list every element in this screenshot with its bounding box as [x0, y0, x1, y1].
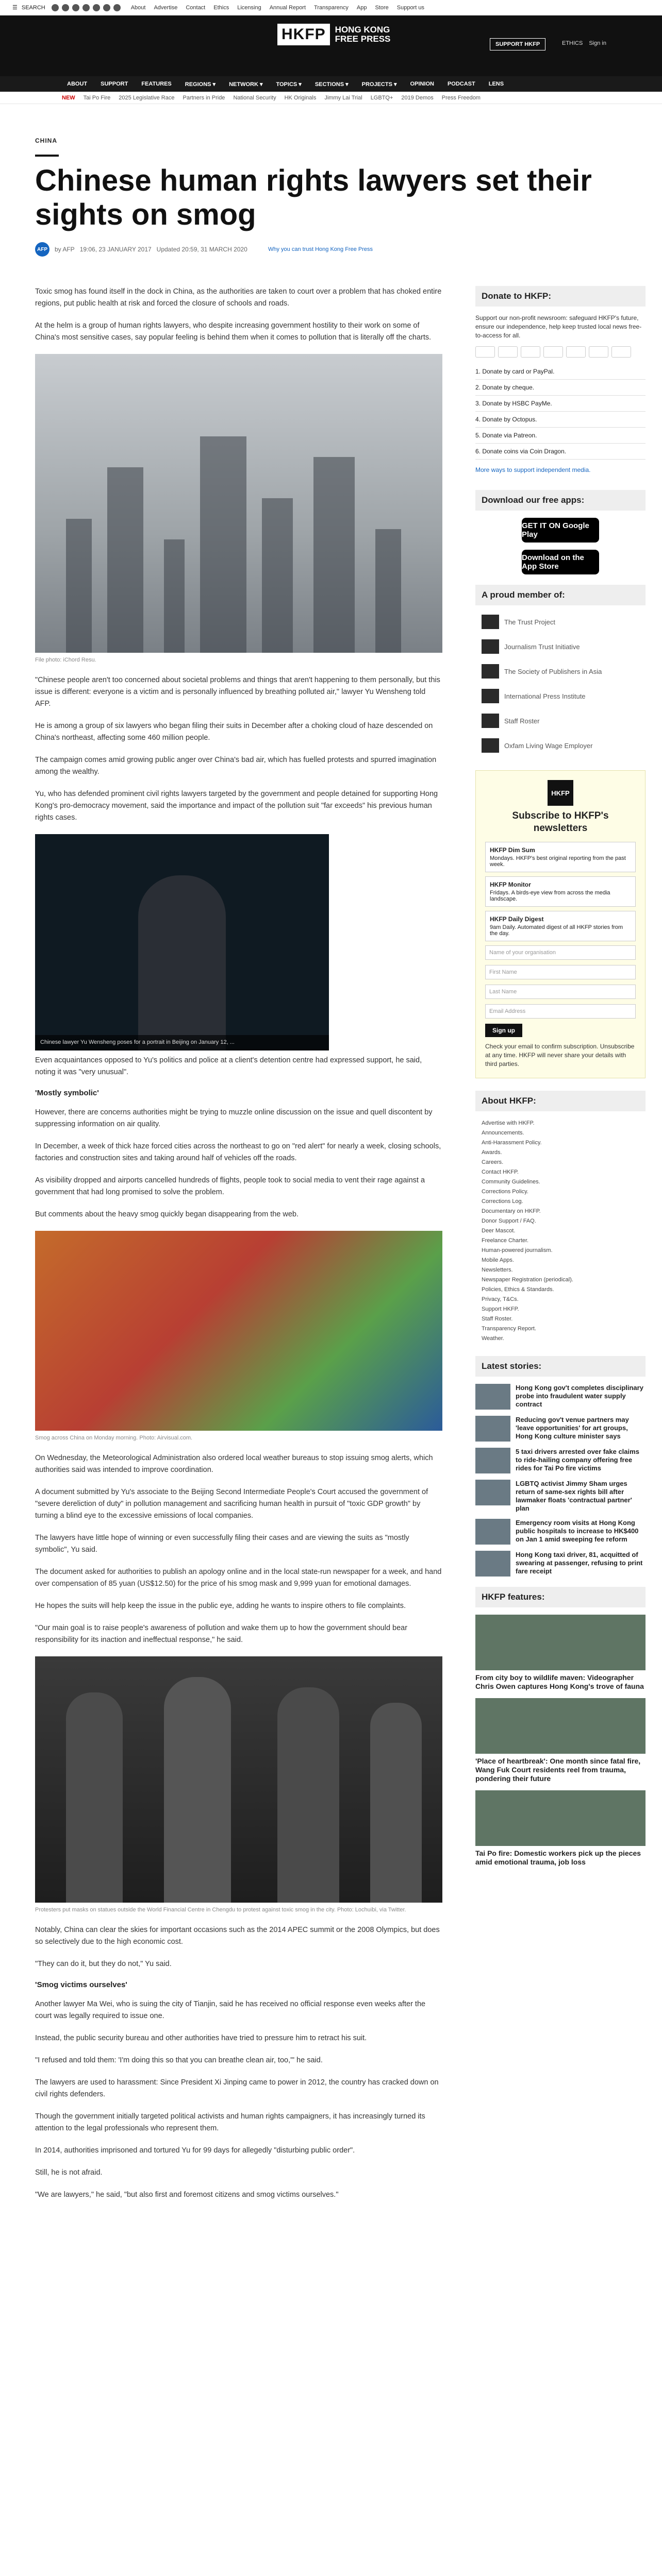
paragraph: However, there are concerns authorities might be trying to muzzle online discussion on the issue and quell discontent by suppressing information on air quality. — [35, 1108, 433, 1128]
updated-date: Updated 20:59, 31 MARCH 2020 — [156, 246, 247, 253]
visa-icon — [498, 346, 518, 358]
member-logo-icon — [482, 738, 499, 753]
mastercard-icon — [475, 346, 495, 358]
subnav-item[interactable]: National Security — [233, 94, 276, 101]
site-logo[interactable] — [277, 24, 390, 45]
feature-image — [475, 1698, 646, 1754]
feature-story[interactable] — [475, 1615, 646, 1691]
about-link[interactable]: Privacy, T&Cs. — [482, 1296, 519, 1302]
article-category[interactable]: CHINA — [35, 137, 57, 144]
story-thumbnail — [475, 1480, 510, 1505]
top-link-advertise[interactable]: Advertise — [154, 4, 178, 11]
logo-line2: FREE PRESS — [335, 34, 391, 44]
newsletter-logo: HKFP — [548, 780, 573, 806]
paragraph: In December, a week of thick haze forced cities across the northeast to go on "red alert" for nearly a week, closing schools, factories and construction sites and taking around half of vehicles off the roads. — [35, 1142, 441, 1162]
feature-image — [475, 1615, 646, 1670]
top-link-licensing[interactable]: Licensing — [237, 4, 261, 11]
menu-icon[interactable]: ☰ — [12, 5, 18, 11]
latest-story[interactable] — [475, 1551, 646, 1577]
about-list — [475, 1118, 646, 1344]
donate-title: Donate to HKFP: — [475, 286, 646, 307]
top-link-support[interactable]: Support us — [396, 4, 424, 11]
trust-link[interactable]: Why you can trust Hong Kong Free Press — [268, 246, 373, 252]
amex-icon — [521, 346, 540, 358]
photo-overlay-caption: Chinese lawyer Yu Wensheng poses for a portrait in Beijing on January 12, ... — [35, 1035, 329, 1050]
patreon-icon — [611, 346, 631, 358]
paragraph: At the helm is a group of human rights lawyers, who despite increasing government hostility to their work on some of China's most sensitive cases, say popular feeling is behind them when it comes to pollution that is literally off the charts. — [35, 321, 432, 342]
member-logo-icon — [482, 664, 499, 679]
subnav-item[interactable]: HK Originals — [284, 94, 317, 101]
google-play-button[interactable]: GET IT ON Google Play — [522, 518, 599, 543]
top-link-store[interactable]: Store — [375, 4, 389, 11]
latest-story[interactable] — [475, 1448, 646, 1473]
paragraph: On Wednesday, the Meteorological Administration also ordered local weather bureaus to stop issuing smog alerts, which authorities said was intended to improve coordination. — [35, 1454, 433, 1474]
donate-item[interactable]: 3. Donate by HSBC PayMe. — [475, 400, 552, 407]
member-logo-icon — [482, 689, 499, 703]
ethics-link[interactable]: ETHICS — [562, 40, 583, 46]
subnav-item[interactable]: Tai Po Fire — [83, 94, 111, 101]
nav-opinion[interactable]: OPINION — [410, 81, 434, 87]
member-logo[interactable] — [482, 687, 646, 705]
option-name: HKFP Dim Sum — [490, 846, 535, 854]
organisation-field[interactable]: Name of your organisation — [485, 945, 636, 960]
threads-icon[interactable] — [82, 4, 90, 11]
story-thumbnail — [475, 1448, 510, 1473]
latest-title: Latest stories: — [475, 1356, 646, 1377]
member-logo-icon — [482, 714, 499, 728]
story-thumbnail — [475, 1519, 510, 1545]
first-name-field[interactable]: First Name — [485, 965, 636, 979]
top-links — [131, 5, 424, 11]
story-thumbnail — [475, 1416, 510, 1442]
member-name: Oxfam Living Wage Employer — [504, 741, 593, 750]
signin-link[interactable]: Sign in — [589, 40, 606, 46]
app-store-button[interactable]: Download on the App Store — [522, 550, 599, 574]
newsletter-note: Check your email to confirm subscription. Unsubscribe at any time. HKFP will never share your details with third parties. — [485, 1043, 635, 1067]
new-badge: NEW — [62, 94, 75, 101]
article-body — [35, 286, 442, 2211]
latest-story[interactable] — [475, 1416, 646, 1442]
top-link-transparency[interactable]: Transparency — [314, 4, 349, 11]
latest-story[interactable] — [475, 1384, 646, 1410]
article-title: Chinese human rights lawyers set their sights on smog — [35, 164, 592, 231]
nav-support[interactable]: SUPPORT — [101, 81, 128, 87]
instagram-icon[interactable] — [72, 4, 79, 11]
donate-item[interactable]: 6. Donate coins via Coin Dragon. — [475, 448, 567, 455]
nav-topics[interactable]: TOPICS ▾ — [276, 81, 302, 88]
subheading: 'Mostly symbolic' — [35, 1089, 99, 1097]
feature-image — [475, 1790, 646, 1846]
subnav-item[interactable]: Jimmy Lai Trial — [324, 94, 362, 101]
paragraph: As visibility dropped and airports cancelled hundreds of flights, people took to social media to vent their rage against a government that had long promised to solve the problem. — [35, 1176, 425, 1196]
top-link-contact[interactable]: Contact — [186, 4, 206, 11]
donate-item[interactable]: 5. Donate via Patreon. — [475, 432, 537, 439]
about-link[interactable]: Freelance Charter. — [482, 1238, 529, 1244]
paragraph: The lawyers are used to harassment: Since President Xi Jinping came to power in 2012, the country has cracked down on civil rights defenders. — [35, 2078, 439, 2098]
about-link[interactable]: Newspaper Registration (periodical). — [482, 1277, 573, 1283]
last-name-field[interactable]: Last Name — [485, 985, 636, 999]
image-caption: File photo: iChord Resu. — [35, 657, 96, 663]
feature-story[interactable] — [475, 1698, 646, 1783]
member-title: A proud member of: — [475, 585, 646, 605]
smog-city-photo — [35, 354, 442, 653]
paragraph: A document submitted by Yu's associate to the Beijing Second Intermediate People's Court accused the government of "severe dereliction of duty" in pollution management and sacrificing human health in pursuit of "toxic GDP growth" by turning a blind eye to the excessive emissions of local companies. — [35, 1488, 428, 1520]
story-title: Emergency room visits at Hong Kong public hospitals to increase to HK$400 on Jan 1 amid sweeping fee reform — [516, 1519, 639, 1543]
main-nav — [0, 76, 662, 92]
about-title: About HKFP: — [475, 1091, 646, 1111]
newsletter-option[interactable] — [485, 842, 636, 872]
member-logo[interactable] — [482, 637, 646, 656]
donate-item[interactable]: 2. Donate by cheque. — [475, 384, 535, 391]
paragraph: Though the government initially targeted political activists and human rights campaigners, it has increasingly turned its attention to the legal professionals who represent them. — [35, 2112, 425, 2132]
subnav-item[interactable]: Press Freedom — [441, 94, 481, 101]
support-hkfp-button[interactable]: SUPPORT HKFP — [490, 38, 545, 50]
nav-projects[interactable]: PROJECTS ▾ — [361, 81, 397, 88]
donate-item[interactable]: 1. Donate by card or PayPal. — [475, 368, 555, 375]
paragraph: Even acquaintances opposed to Yu's politics and police at a client's detention centre had expressed support, he said, noting it was "very unusual". — [35, 1056, 422, 1076]
paypal-icon — [543, 346, 563, 358]
image-caption: Smog across China on Monday morning. Photo: Airvisual.com. — [35, 1435, 193, 1441]
about-link[interactable]: Mobile Apps. — [482, 1257, 514, 1263]
lawyer-portrait-photo — [35, 834, 329, 1050]
nav-sections[interactable]: SECTIONS ▾ — [315, 81, 349, 88]
masked-statues-photo — [35, 1656, 442, 1903]
about-link[interactable]: Advertise with HKFP. — [482, 1120, 535, 1126]
about-link[interactable]: Staff Roster. — [482, 1316, 513, 1322]
search-link[interactable]: SEARCH — [21, 4, 45, 11]
about-link[interactable]: Documentary on HKFP. — [482, 1208, 541, 1214]
sub-nav — [0, 92, 662, 104]
about-link[interactable]: Announcements. — [482, 1130, 524, 1136]
paragraph: Another lawyer Ma Wei, who is suing the city of Tianjin, said he has received no official response even weeks after the court was legally required to issue one. — [35, 2000, 426, 2020]
paragraph: He hopes the suits will help keep the issue in the public eye, adding he wants to inspire others to file complaints. — [35, 1602, 406, 1610]
about-link[interactable]: Support HKFP. — [482, 1306, 519, 1312]
top-link-app[interactable]: App — [356, 4, 367, 11]
latest-story[interactable] — [475, 1480, 646, 1513]
newsletter-box — [475, 770, 646, 1078]
email-field[interactable]: Email Address — [485, 1004, 636, 1019]
subnav-item[interactable]: Partners in Pride — [183, 94, 225, 101]
newsletter-option[interactable] — [485, 911, 636, 941]
paragraph: But comments about the heavy smog quickly began disappearing from the web. — [35, 1210, 299, 1218]
member-name: The Society of Publishers in Asia — [504, 667, 602, 675]
paragraph: Yu, who has defended prominent civil rights lawyers targeted by the government and people detained for supporting Hong Kong's pro-democracy movement, said the importance and impact of the pollution suit "far exceeds" his previous human rights cases. — [35, 790, 438, 822]
author-avatar: AFP — [35, 242, 49, 257]
member-logo[interactable] — [482, 662, 646, 681]
about-link[interactable]: Corrections Policy. — [482, 1189, 528, 1195]
member-name: Staff Roster — [504, 717, 540, 725]
member-name: The Trust Project — [504, 618, 555, 626]
logo-line1: HONG KONG — [335, 25, 390, 35]
paragraph: "Our main goal is to raise people's awareness of pollution and wake them up to how the government should bear responsibility for its inaction and ineffectual response," he said. — [35, 1624, 408, 1644]
octopus-icon — [589, 346, 608, 358]
member-logo-icon — [482, 639, 499, 654]
paragraph: "They can do it, but they do not," Yu said. — [35, 1960, 172, 1968]
member-name: International Press Institute — [504, 692, 586, 700]
image-caption: Protesters put masks on statues outside the World Financial Centre in Chengdu to protest against toxic smog in the city. Photo: Lochuibi, via Twitter. — [35, 1907, 406, 1913]
x-icon[interactable] — [62, 4, 69, 11]
rss-icon[interactable] — [113, 4, 121, 11]
linkedin-icon[interactable] — [103, 4, 110, 11]
about-link[interactable]: Donor Support / FAQ. — [482, 1218, 536, 1224]
topbar — [0, 0, 662, 15]
paragraph: The campaign comes amid growing public anger over China's bad air, which has fuelled protests and spurred imagination among the wealthy. — [35, 756, 437, 776]
paragraph: The document asked for authorities to publish an apology online and in the local state-run newspaper for a week, and hand over compensation of 85 yuan (US$12.50) for the price of his smog mask and 9,999 yuan for emotional damages. — [35, 1568, 442, 1588]
byline — [35, 242, 247, 257]
features-list — [475, 1615, 646, 1867]
about-link[interactable]: Contact HKFP. — [482, 1169, 519, 1175]
about-link[interactable]: Weather. — [482, 1335, 504, 1342]
social-icons — [52, 4, 121, 11]
nav-features[interactable]: FEATURES — [141, 81, 172, 87]
payme-icon — [566, 346, 586, 358]
nav-regions[interactable]: REGIONS ▾ — [185, 81, 216, 88]
option-desc: Mondays. HKFP's best original reporting from the past week. — [490, 855, 626, 868]
subnav-item[interactable]: 2025 Legislative Race — [119, 94, 175, 101]
paragraph: "I refused and told them: 'I'm doing this so that you can breathe clean air, too,'" he said. — [35, 2056, 323, 2064]
features-title: HKFP features: — [475, 1587, 646, 1607]
apps-title: Download our free apps: — [475, 490, 646, 511]
paragraph: "We are lawyers," he said, "but also first and foremost citizens and smog victims ourselves." — [35, 2191, 339, 2199]
feature-title: 'Place of heartbreak': One month since fatal fire, Wang Fuk Court residents reel from trauma, pondering their future — [475, 1757, 641, 1783]
story-title: LGBTQ activist Jimmy Sham urges return of same-sex rights bill after lawmaker floats 'contractual partner' plan — [516, 1480, 632, 1512]
latest-list — [475, 1384, 646, 1577]
paragraph: Toxic smog has found itself in the dock in China, as the authorities are taken to court over a problem that has choked entire regions, put public health at risk and forced the closure of schools and roads. — [35, 287, 442, 308]
about-link[interactable]: Deer Mascot. — [482, 1228, 516, 1234]
nav-about[interactable]: ABOUT — [67, 81, 88, 87]
title-rule — [35, 155, 59, 157]
paragraph: In 2014, authorities imprisoned and tortured Yu for 99 days for allegedly "disturbing public order". — [35, 2146, 355, 2155]
story-thumbnail — [475, 1384, 510, 1410]
option-name: HKFP Monitor — [490, 881, 531, 888]
newsletter-title: Subscribe to HKFP's newsletters — [512, 810, 609, 834]
author-name[interactable]: by AFP — [55, 246, 75, 253]
donate-more-link[interactable]: More ways to support independent media. — [475, 466, 591, 473]
subnav-item[interactable]: 2019 Demos — [401, 94, 434, 101]
nav-podcast[interactable]: PODCAST — [447, 81, 475, 87]
about-link[interactable]: Human-powered journalism. — [482, 1247, 553, 1253]
member-logo[interactable] — [482, 736, 646, 755]
paragraph: The lawyers have little hope of winning or even successfully filing their cases and are viewing the suits as "mostly symbolic", Yu said. — [35, 1534, 409, 1554]
option-desc: Fridays. A birds-eye view from across the media landscape. — [490, 890, 610, 902]
about-link[interactable]: Corrections Log. — [482, 1198, 523, 1205]
smog-map-image — [35, 1231, 442, 1431]
feature-title: Tai Po fire: Domestic workers pick up the pieces amid emotional trauma, job loss — [475, 1849, 641, 1866]
about-link[interactable]: Awards. — [482, 1149, 502, 1156]
option-name: HKFP Daily Digest — [490, 916, 544, 923]
member-logo[interactable] — [482, 711, 646, 730]
about-link[interactable]: Policies, Ethics & Standards. — [482, 1286, 554, 1293]
story-title: Reducing gov't venue partners may 'leave opportunities' for art groups, Hong Kong culture minister says — [516, 1416, 629, 1440]
story-title: Hong Kong taxi driver, 81, acquitted of swearing at passenger, refusing to print fare receipt — [516, 1551, 643, 1575]
donate-item[interactable]: 4. Donate by Octopus. — [475, 416, 537, 423]
member-logo-icon — [482, 615, 499, 629]
member-logo[interactable] — [482, 613, 646, 631]
about-link[interactable]: Community Guidelines. — [482, 1179, 540, 1185]
subheading: 'Smog victims ourselves' — [35, 1980, 127, 1989]
story-title: Hong Kong gov't completes disciplinary probe into fraudulent water supply contract — [516, 1384, 643, 1408]
paragraph: Instead, the public security bureau and other authorities have tried to pressure him to retract his suit. — [35, 2034, 367, 2042]
paragraph: He is among a group of six lawyers who began filing their suits in December after a choking cloud of haze descended on China's northeast, affecting some 460 million people. — [35, 722, 433, 742]
nav-lens[interactable]: LENS — [488, 81, 504, 87]
about-link[interactable]: Careers. — [482, 1159, 504, 1165]
story-thumbnail — [475, 1551, 510, 1577]
facebook-icon[interactable] — [52, 4, 59, 11]
paragraph: "Chinese people aren't too concerned about societal problems and things that aren't happening to them personally, but this issue is different: everyone is a victim and is personally influenced by breathing polluted air," lawyer Yu Wensheng told AFP. — [35, 676, 440, 708]
option-desc: 9am Daily. Automated digest of all HKFP stories from the day. — [490, 924, 623, 937]
payment-logos — [475, 346, 646, 358]
top-link-annual-report[interactable]: Annual Report — [269, 4, 306, 11]
feature-story[interactable] — [475, 1790, 646, 1867]
nav-network[interactable]: NETWORK ▾ — [229, 81, 263, 88]
subnav-item[interactable]: LGBTQ+ — [370, 94, 393, 101]
about-link[interactable]: Newsletters. — [482, 1267, 513, 1273]
latest-story[interactable] — [475, 1519, 646, 1545]
newsletter-option[interactable] — [485, 876, 636, 907]
paragraph: Still, he is not afraid. — [35, 2168, 103, 2177]
top-link-about[interactable]: About — [130, 4, 146, 11]
top-link-ethics[interactable]: Ethics — [213, 4, 229, 11]
signup-button[interactable]: Sign up — [485, 1024, 522, 1037]
donate-text[interactable]: Support our non-profit newsroom: safeguard HKFP's future, ensure our independence, help keep trusted local news free-to-access for all. — [475, 314, 642, 339]
feature-title: From city boy to wildlife maven: Videographer Chris Owen captures Hong Kong's trove of fauna — [475, 1673, 644, 1690]
about-link[interactable]: Anti-Harassment Policy. — [482, 1140, 542, 1146]
sidebar — [475, 286, 646, 1874]
youtube-icon[interactable] — [93, 4, 100, 11]
paragraph: Notably, China can clear the skies for important occasions such as the 2014 APEC summit or the 2008 Olympics, but does so selectively due to the high economic cost. — [35, 1926, 440, 1946]
member-name: Journalism Trust Initiative — [504, 642, 580, 651]
publish-date: 19:06, 23 JANUARY 2017 — [79, 246, 152, 253]
logo-box: HKFP — [277, 24, 330, 45]
about-link[interactable]: Transparency Report. — [482, 1326, 536, 1332]
story-title: 5 taxi drivers arrested over fake claims to ride-hailing company offering free rides for Tai Po fire victims — [516, 1448, 639, 1472]
